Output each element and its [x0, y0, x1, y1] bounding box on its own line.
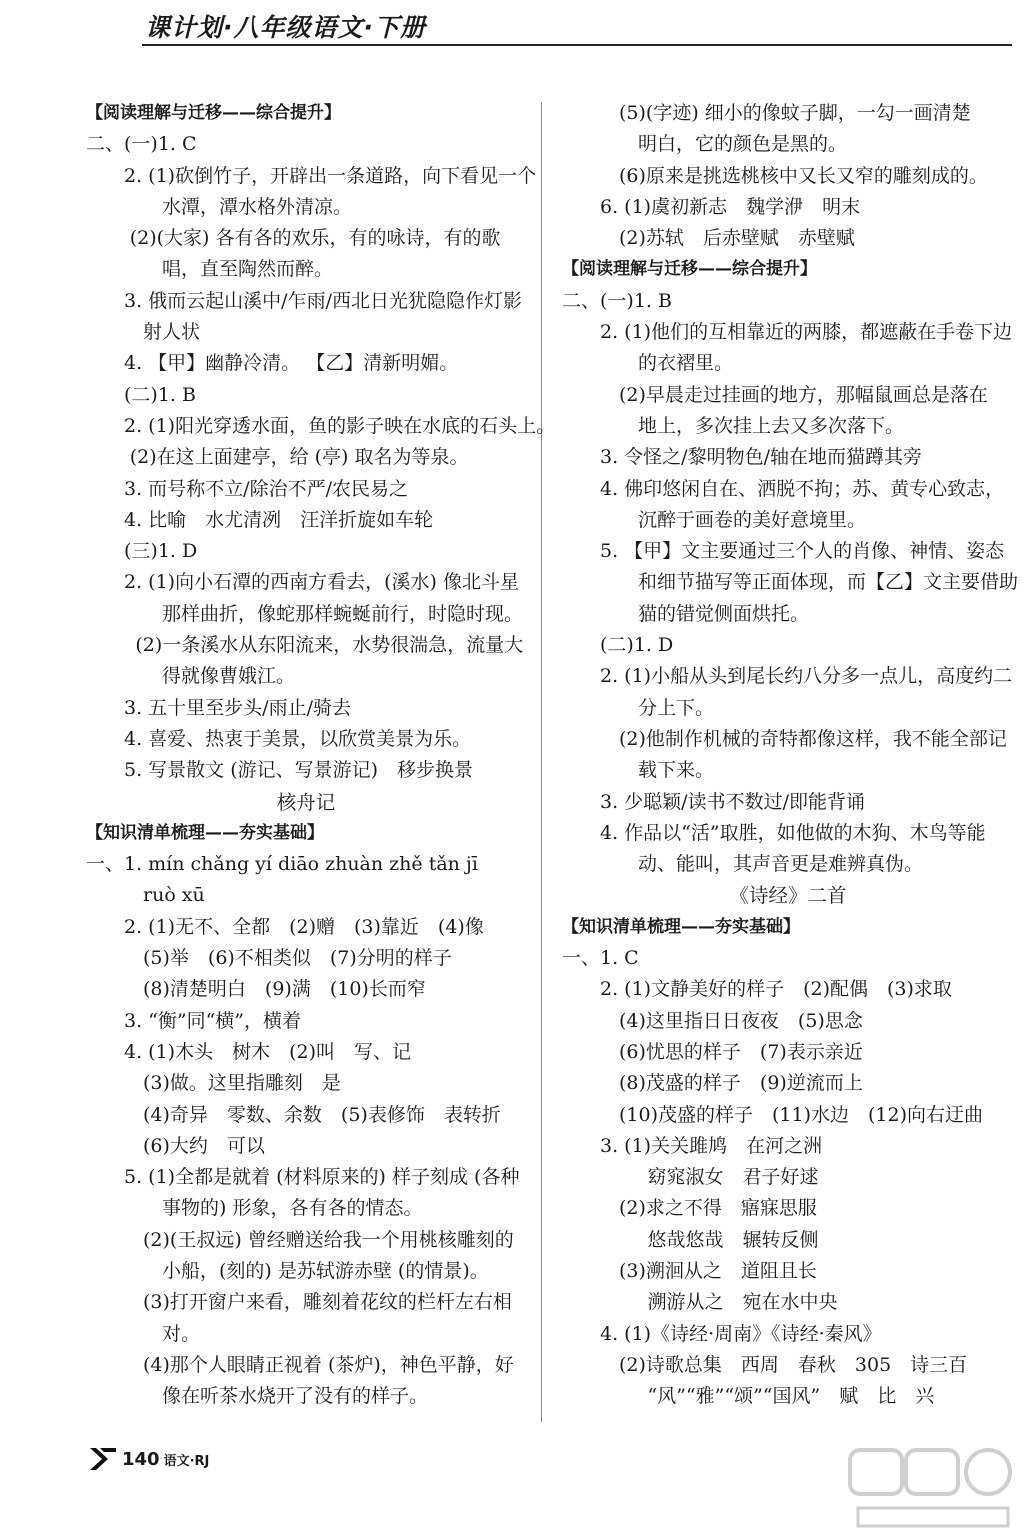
- answer-line: (三)1. D: [124, 540, 198, 563]
- answer-line: (5)举 (6)不相类似 (7)分明的样子: [143, 947, 452, 970]
- answer-line: (2)(王叔远) 曾经赠送给我一个用桃核雕刻的: [143, 1228, 514, 1251]
- header-title: 课计划·八年级语文·下册: [145, 13, 426, 42]
- answer-line: 2. (1)他们的互相靠近的两膝，都遮蔽在手卷下边: [600, 321, 1013, 344]
- answer-line: 二、(一)1. C: [86, 133, 197, 156]
- footer: [88, 1446, 209, 1472]
- answer-line: (2)他制作机械的奇特都像这样，我不能全部记: [619, 727, 1007, 750]
- answer-line: 唱，直至陶然而醉。: [162, 258, 334, 281]
- answer-line: (2)一条溪水从东阳流来，水势很湍急，流量大: [135, 634, 524, 657]
- answer-line: 5. (1)全都是就着 (材料原来的) 样子刻成 (各种: [124, 1166, 520, 1189]
- answer-line: 得就像曹娥江。: [162, 665, 296, 688]
- answer-line: 小船，(刻的) 是苏轼游赤壁 (的情景)。: [162, 1259, 489, 1282]
- answer-line: 4. 佛印悠闲自在、洒脱不拘；苏、黄专心致志，: [600, 477, 1005, 500]
- answer-line: 悠哉悠哉 辗转反侧: [647, 1228, 819, 1251]
- answer-line: (6)忧思的样子 (7)表示亲近: [619, 1040, 863, 1063]
- section-heading: 【知识清单梳理——夯实基础】: [86, 822, 324, 843]
- answer-line: 2. (1)小船从头到尾长约八分多一点儿，高度约二: [600, 665, 1013, 688]
- subject-label: 语文·RJ: [163, 1453, 210, 1469]
- answer-line: “风”“雅”“颂”“国风” 赋 比 兴: [647, 1385, 935, 1408]
- answer-line: (2)(大家) 各有各的欢乐，有的咏诗，有的歌: [129, 227, 501, 250]
- answer-line: 对。: [162, 1322, 201, 1345]
- answer-line: (6)原来是挑选桃核中又长又窄的雕刻成的。: [619, 164, 988, 187]
- answer-line: 2. (1)阳光穿透水面，鱼的影子映在水底的石头上。: [124, 414, 556, 437]
- answer-line: 的衣褶里。: [638, 352, 734, 375]
- answer-line: (8)清楚明白 (9)满 (10)长而窄: [143, 978, 426, 1001]
- answer-line: 射人状: [143, 321, 201, 344]
- lesson-title: 核舟记: [276, 790, 336, 814]
- answer-line: 3. 少聪颖/读书不数过/即能背诵: [600, 790, 865, 813]
- answer-line: 4. 比喻 水尤清冽 汪洋折旋如车轮: [124, 508, 434, 531]
- answer-line: (2)在这上面建亭，给 (亭) 取名为等泉。: [129, 446, 469, 469]
- column-divider: [541, 102, 542, 1422]
- answer-line: 3. 俄而云起山溪中/乍雨/西北日光犹隐隐作灯影: [124, 289, 522, 312]
- answer-line: 4. 喜爱、热衷于美景，以欣赏美景为乐。: [124, 727, 472, 750]
- page-number: 140: [122, 1448, 160, 1470]
- answer-line: (10)茂盛的样子 (11)水边 (12)向右迂曲: [619, 1103, 984, 1126]
- answer-line: 事物的) 形象，各有各的情态。: [162, 1197, 423, 1220]
- answer-line: 二、(一)1. B: [562, 289, 672, 312]
- answer-line: (2)早晨走过挂画的地方，那幅鼠画总是落在: [619, 383, 988, 406]
- answer-line: 4. 作品以“活”取胜，如他做的木狗、木鸟等能: [600, 821, 986, 844]
- answer-line: 3. 五十里至步头/雨止/骑去: [124, 696, 351, 719]
- answer-line: (8)茂盛的样子 (9)逆流而上: [619, 1072, 863, 1095]
- answer-line: (5)(字迹) 细小的像蚊子脚，一勾一画清楚: [619, 102, 971, 124]
- answer-line: (2)求之不得 寤寐思服: [619, 1197, 817, 1220]
- answer-line: (2)诗歌总集 西周 春秋 305 诗三百: [619, 1353, 968, 1376]
- answer-line: 溯游从之 宛在水中央: [647, 1291, 838, 1314]
- answer-line: (二)1. B: [124, 383, 196, 406]
- answer-line: 3. 而号称不立/除治不严/农民易之: [124, 477, 408, 500]
- answer-line: 2. (1)砍倒竹子，开辟出一条道路，向下看见一个: [124, 164, 537, 187]
- answer-line: 3. 令怪之/黎明物色/轴在地而猫蹲其旁: [600, 446, 922, 469]
- answer-line: 一、1. mín chǎng yí diāo zhuàn zhě tǎn jī: [86, 853, 478, 876]
- answer-line: 那样曲折，像蛇那样蜿蜒前行，时隐时现。: [162, 602, 524, 625]
- answer-line: 分上下。: [638, 696, 715, 719]
- answer-line: (2)苏轼 后赤壁赋 赤壁赋: [619, 227, 855, 250]
- answer-line: 2. (1)文静美好的样子 (2)配偶 (3)求取: [600, 978, 952, 1001]
- answer-line: 3. “衡”同“横”，横着: [124, 1009, 302, 1032]
- answer-line: 4. 【甲】幽静冷清。 【乙】清新明媚。: [124, 352, 459, 375]
- answer-line: (4)那个人眼睛正视着 (茶炉)，神色平静，好: [143, 1353, 514, 1376]
- answer-line: (3)打开窗户来看，雕刻着花纹的栏杆左右相: [143, 1291, 512, 1314]
- section-heading: 【阅读理解与迁移——综合提升】: [562, 259, 817, 280]
- answer-line: (6)大约 可以: [143, 1134, 265, 1157]
- section-heading: 【知识清单梳理——夯实基础】: [562, 916, 800, 937]
- answer-line: 4. (1)《诗经·周南》《诗经·秦风》: [600, 1322, 882, 1345]
- answer-line: 5. 【甲】文主要通过三个人的肖像、神情、姿态: [600, 540, 1005, 563]
- answer-line: 像在听茶水烧开了没有的样子。: [162, 1385, 429, 1408]
- answer-line: 动、能叫，其声音更是难辨真伪。: [638, 853, 924, 876]
- answer-line: 6. (1)虞初新志 魏学洢 明末: [600, 195, 861, 218]
- header-rule: [142, 44, 1012, 46]
- section-heading: 【阅读理解与迁移——综合提升】: [86, 103, 341, 123]
- answer-line: 明白，它的颜色是黑的。: [638, 133, 848, 156]
- answer-line: 沉醉于画卷的美好意境里。: [638, 508, 867, 531]
- answer-line: 窈窕淑女 君子好逑: [647, 1166, 819, 1189]
- left-column: [86, 98, 556, 1412]
- answer-line: 4. (1)木头 树木 (2)叫 写、记: [124, 1040, 411, 1063]
- answer-line: (4)这里指日日夜夜 (5)思念: [619, 1009, 863, 1032]
- answer-line: (3)溯洄从之 道阻且长: [619, 1259, 817, 1282]
- answer-line: 猫的错觉侧面烘托。: [638, 602, 810, 625]
- answer-line: 2. (1)无不、全都 (2)赠 (3)靠近 (4)像: [124, 915, 484, 938]
- answer-line: 载下来。: [638, 759, 715, 782]
- lesson-title: 《诗经》二首: [729, 884, 847, 908]
- answer-line: (4)奇异 零数、余数 (5)表修饰 表转折: [143, 1103, 501, 1126]
- answer-line: (3)做。这里指雕刻 是: [143, 1072, 341, 1095]
- answer-line: ruò xū: [143, 884, 205, 907]
- answer-line: 2. (1)向小石潭的西南方看去，(溪水) 像北斗星: [124, 571, 519, 594]
- answer-line: (二)1. D: [600, 634, 674, 657]
- answer-line: 水潭，潭水格外清凉。: [162, 195, 353, 218]
- answer-line: 和细节描写等正面体现，而【乙】文主要借助: [638, 571, 1019, 594]
- answer-line: 5. 写景散文 (游记、写景游记) 移步换景: [124, 759, 474, 782]
- arrow-logo-icon: [88, 1446, 118, 1472]
- right-column: [562, 98, 1019, 1412]
- answer-line: 一、1. C: [562, 947, 639, 970]
- answer-line: 3. (1)关关雎鸠 在河之洲: [600, 1134, 823, 1157]
- watermark-logo: [848, 1448, 1018, 1530]
- answer-line: 地上，多次挂上去又多次落下。: [638, 414, 905, 437]
